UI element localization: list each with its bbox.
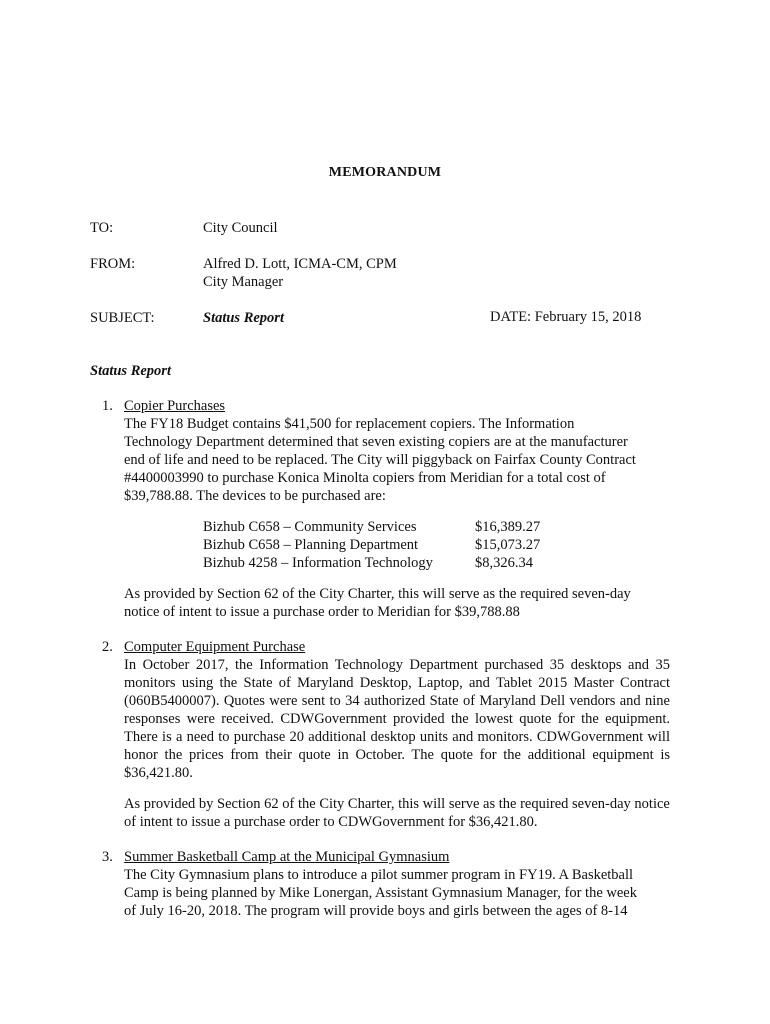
from-label: FROM:: [90, 256, 136, 272]
device-price: $15,073.27: [475, 537, 541, 553]
item-content: [124, 397, 670, 505]
body-line: #4400003990 to purchase Konica Minolta copiers from Meridian for a total cost of: [124, 470, 606, 486]
memo-title: MEMORANDUM: [328, 165, 442, 180]
device-list: [203, 518, 563, 572]
memo-date: DATE: February 15, 2018: [490, 309, 642, 325]
item-number: 2.: [102, 639, 113, 655]
body-line: of July 16-20, 2018. The program will provide boys and girls between the ages of 8-14: [124, 903, 628, 919]
to-value: City Council: [203, 220, 278, 236]
device-row: [203, 554, 563, 572]
item-body: In October 2017, the Information Technology Department purchased 35 desktops and 35 monitors using the State of Maryland Desktop, Laptop, and Tablet 2015 Master Contract (060B5400007). Quotes were sent to 34 authorized State of Maryland Dell vendors and nine responses were received. CDWGovernment provided the lowest quote for the equipment. There is a need to purchase 20 additional desktop units and monitors. CDWGovernment will honor the prices from their quote in October. The quote for the additional equipment is $36,421.80.: [124, 657, 670, 781]
device-name: Bizhub 4258 – Information Technology: [203, 555, 433, 571]
subject-label: SUBJECT:: [90, 310, 155, 326]
item-number: 3.: [102, 849, 113, 865]
item-content: [124, 848, 670, 920]
from-name: Alfred D. Lott, ICMA-CM, CPM: [203, 256, 397, 272]
device-price: $16,389.27: [475, 519, 541, 535]
notice-line: As provided by Section 62 of the City Charter, this will serve as the required seven-day: [124, 586, 631, 602]
body-line: The FY18 Budget contains $41,500 for replacement copiers. The Information: [124, 416, 575, 432]
body-line: $39,788.88. The devices to be purchased are:: [124, 488, 386, 504]
item-number: 1.: [102, 398, 113, 414]
subject-value: Status Report: [203, 310, 284, 326]
body-line: The City Gymnasium plans to introduce a pilot summer program in FY19. A Basketball: [124, 867, 634, 883]
item-body: [124, 415, 670, 505]
device-price: $8,326.34: [475, 555, 533, 571]
notice-line: notice of intent to issue a purchase order to Meridian for $39,788.88: [124, 604, 520, 620]
device-row: [203, 518, 563, 536]
item-content: [124, 638, 670, 782]
item-body: [124, 866, 670, 920]
device-row: [203, 536, 563, 554]
item-heading: Computer Equipment Purchase: [124, 639, 306, 655]
from-title: City Manager: [203, 274, 284, 290]
notice-content: [124, 795, 670, 831]
item-heading: Summer Basketball Camp at the Municipal Gymnasium: [124, 849, 450, 865]
to-label: TO:: [90, 220, 114, 236]
device-name: Bizhub C658 – Community Services: [203, 519, 417, 535]
body-line: end of life and need to be replaced. The City will piggyback on Fairfax County Contract: [124, 452, 636, 468]
body-line: Technology Department determined that seven existing copiers are at the manufacturer: [124, 434, 628, 450]
section-title: Status Report: [90, 363, 171, 379]
notice-text: As provided by Section 62 of the City Charter, this will serve as the required seven-day notice of intent to issue a purchase order to CDWGovernment for $36,421.80.: [124, 796, 670, 830]
item-heading: Copier Purchases: [124, 398, 226, 414]
body-line: Camp is being planned by Mike Lonergan, Assistant Gymnasium Manager, for the week: [124, 885, 637, 901]
notice-content: [124, 585, 670, 621]
device-name: Bizhub C658 – Planning Department: [203, 537, 419, 553]
